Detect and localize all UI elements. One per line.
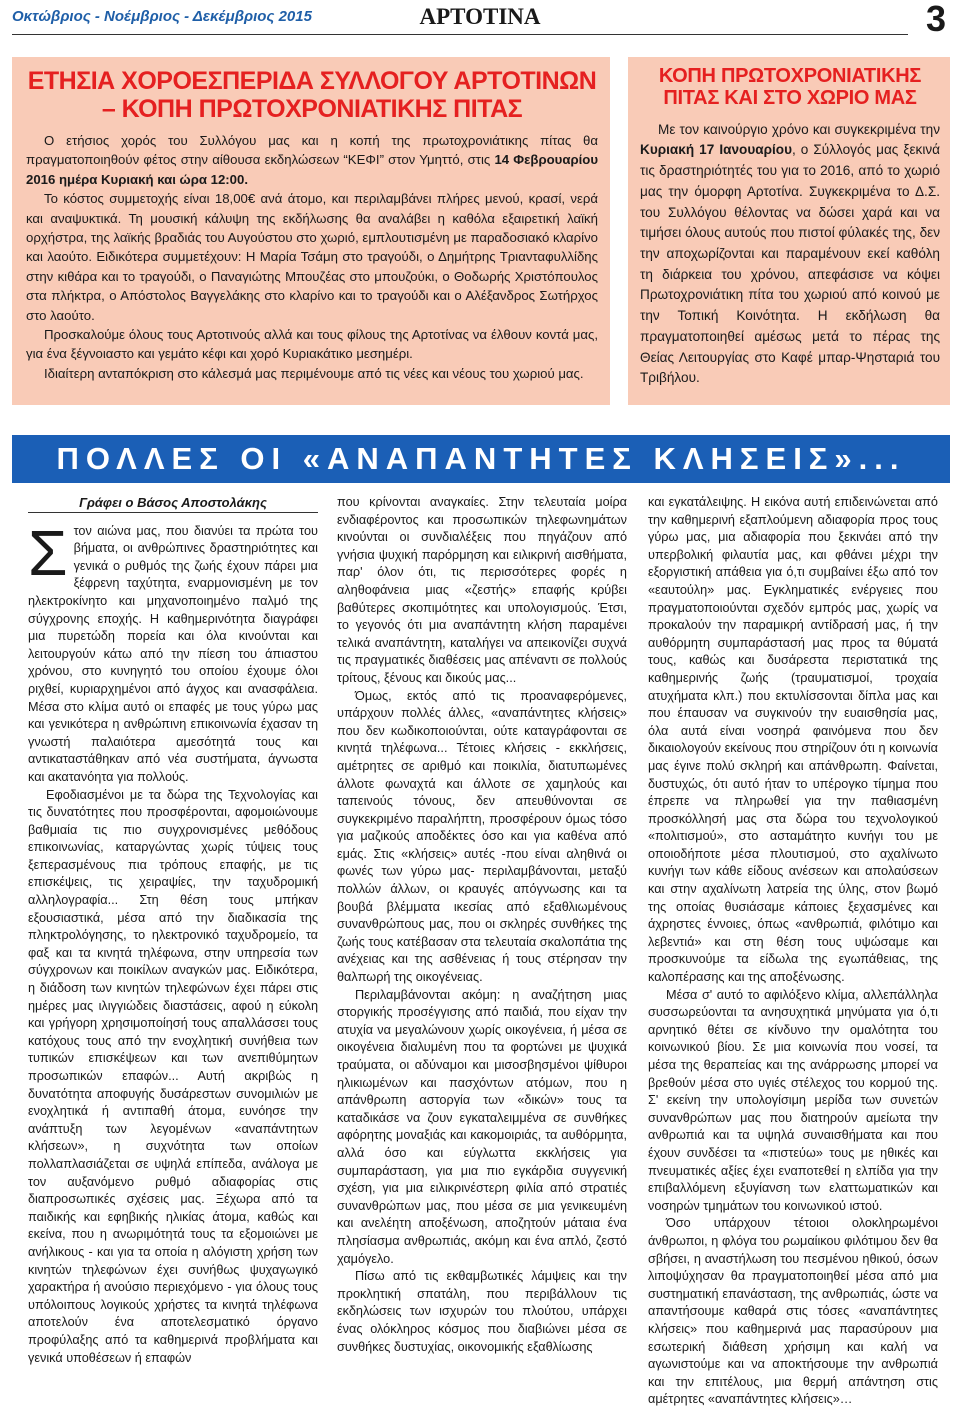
header-rule [12, 34, 908, 35]
dance-event-text: Ο ετήσιος χορός του Συλλόγου μας και η κοπή της πρωτοχρονιάτικης πίτας θα πραγματοποιηθούν φέτος στην αίθουσα εκδηλώσεων “ΚΕΦΙ” στον Υμηττό, στις [26, 133, 598, 168]
article-paragraph: Περιλαμβάνονται ακόμη: η αναζήτηση μιας στοργικής προσέγγισης από παιδιά, που είχαν την ατυχία να μεγαλώνουν χωρίς οικογένεια, ή μέσα σε οικογένεια διαλυμένη που τα φορτώνει με ψυχικά τραύματα, οι αδύναμοι και μισοσβησμένοι ψίθυροι ηλικιωμένων και πασχόντων ατόμων, που η απάνθρωπη αστοργία των «δικών» τους τα καταδικάσε να ζουν εγκαταλειμμένα σε συνθήκες αφόρητης μοναξιάς και κακομοιριάς, τα αυθόρμητα, αλλά όσο και εύγλωττα εκκλήσεις για συμπαράσταση, για μια πιο εγκάρδια συγγενική σχέση, για μια ειλικρινέστερη φιλία από στρατιές συνανθρώπων μας, που μέσα σε μια γενικευμένη και ανελέητη αποξένωση, αποζητούν μάταια ένα πλησίασμα ανθρωπιάς, ακόμη και ένα απλό, ζεστό χαμόγελο. [337, 987, 627, 1266]
newspaper-name: ΑΡΤΟΤΙΝΑ [419, 4, 541, 29]
dance-event-invitation: Προσκαλούμε όλους τους Αρτοτινούς αλλά και τους φίλους της Αρτοτίνας να έλθουν κοντά μας, για ένα ξέγνοιαστο και γεμάτο κέφι και χορό Κυριακάτικο μεσημέρι. [26, 327, 598, 362]
article-paragraph: Μέσα σ' αυτό το αφιλόξενο κλίμα, αλλεπάλληλα συσσωρεύονται τα ανησυχητικά μηνύματα για ό,τι αρνητικό θέτει σε κίνδυνο την ομαλότητα του κοινωνικού βίου. Σε μια κοινωνία που νοσεί, τα μέσα της θεραπείας και της ανάρρωσης μπορεί να βρεθούν μέσα στο υγιές στέλεχος του κορμού της. Σ' εκείνη την υπολογίσιμη μερίδα των συνετών συνανθρώπων μας που διατηρούν αμείωτα την ανθρωπιά και τα υψηλά συναισθήματα και που έχουν συνδέσει τα «πιστεύω» τους με ηθικές και πνευματικές αξίες έχει εναποτεθεί η ελπίδα για την επιβαλλόμενη εξυγίανση των ελαττωματικών και νοσηρών τμημάτων του κοινωνικού ιστού. [648, 987, 938, 1213]
village-pie-title-line1: ΚΟΠΗ ΠΡΩΤΟΧΡΟΝΙΑΤΙΚΗΣ [658, 65, 922, 87]
page-number: 3 [925, 0, 946, 39]
village-pie-date: Κυριακή 17 Ιανουαρίου [640, 142, 792, 158]
article-banner: ΠΟΛΛΕΣ ΟΙ «ΑΝΑΠΑΝΤΗΤΕΣ ΚΛΗΣΕΙΣ»... [12, 435, 950, 483]
issue-date: Οκτώβριος - Νοέμβριος - Δεκέμβριος 2015 [12, 8, 312, 25]
article-paragraph: Πίσω από τις εκθαμβωτικές λάμψεις και την προκλητική σπατάλη, που περιβάλλουν τις εκδηλώσεις των ισχυρών του πλούτου, υπάρχει ένας ολόκληρος κόσμος που διαβιώνει μέσα σε συνθήκες δυστυχίας, οικονομικής εξαθλίωσης [337, 1269, 627, 1354]
masthead [12, 0, 948, 39]
article-paragraph: Εφοδιασμένοι με τα δώρα της Τεχνολογίας και τις δυνατότητες που προσφέρονται, αφομοιώνουμε βαθμιαία τις πιο συγχρονισμένες μεθόδους επικοινωνίας, καταργώντας χωρίς τύψεις τους ξεπερασμένους πια τρόπους επαφής, με τις επισκέψεις, τις χειραψίες, την ταχυδρομική αλληλογραφία... Στη θέση τους μπήκαν εξουσιαστικά, μέσα από την διαδικασία της πληκτρολόγησης, το ηλεκτρονικό ταχυδρομείο, τα φαξ και τα κινητά τηλέφωνα, στην υπηρεσία των σύγχρονων και ποικίλων αναγκών μας. Ειδικότερα, η διάδοση των κινητών τηλεφώνων έχει πάρει στις ημέρες μας ιλιγγιώδεις διαστάσεις, αφού η εύκολη και γρήγορη χρησιμοποίησή τους απαλλάσσει τους κατόχους τους από την ενοχλητική συνήθεια των τυπικών επισκέψεων και των ανεπιθύμητων προσωπικών επαφών... Αυτή ακριβώς η δυνατότητα αποφυγής δυσάρεστων συνομιλιών με ενοχλητικά ή αντιπαθή άτομα, ευνόησε την ανάπτυξη των λεγομένων «αναπάντητων κλήσεων», η συχνότητα των οποίων πολλαπλασιάζεται σε υψηλά επίπεδα, ανάλογα με τον αυξανόμενο ρυθμό αδιαφορίας στις διαπροσωπικές σχέσεις μας. Ξέχωρα από τα παιδικής και εφηβικής ηλικίας άτομα, καθώς και εκείνα, που η ανωριμότητά τους τα εξομοιώνει με ανήλικους - και για τα οποία η αλόγιστη χρήση των κινητών τηλεφώνων έχει συνήθως ψυχαγωγικό χαρακτήρα ή ανούσιο περιεχόμενο - για όλους τους υπόλοιπους λογικούς χρήστες τα κινητά τηλέφωνα αποτελούν ένα αποτελεσματικό όργανο προφύλαξης από τα καθημερινά προβλήματα και γενικά υποθέσεων ή επαφών [28, 787, 318, 1365]
article-column-1 [28, 494, 318, 1367]
village-pie-paragraph [640, 120, 940, 389]
article-intro-text: τον αιώνα μας, που διανύει τα πρώτα του βήματα, οι ανθρώπινες δραστηριότητες και γενικά ο ρυθμός της ζωής έχουν πάρει μια ξέφρενη ταχύτητα, εναρμονισμένη με τον ηλεκτροκίνητο και μηχανοποιημένο παλμό της σύγχρονης εποχής. Η καθημερινότητα διαγράφει μια πυρετώδη πορεία και όλα κινούνται και λειτουργούν κάτω από την πίεση του άπιαστου χρόνου, στο κυνηγητό του οποίου έχουμε όλοι ριχθεί, κυριαρχημένοι από άγχος και ανασφάλεια. Μέσα στο κλίμα αυτό οι επαφές με τους γύρω μας και γενικότερα η ανθρώπινη επικοινωνία έχασαν τη γνωστή παλαιότερα αμεσότητά τους και αντικαταστάθηκαν από νέα συστήματα, άγνωστα και ακατανόητα για πολλούς. [28, 523, 318, 784]
dance-event-paragraph [26, 131, 598, 189]
byline-rule [28, 512, 318, 513]
village-pie-title [640, 65, 940, 110]
dance-event-details: Το κόστος συμμετοχής είναι 18,00€ ανά άτομο, και περιλαμβάνει πλήρες μενού, κρασί, νερά και αναψυκτικά. Τη μουσική κάλυψη της εκδήλωσης θα αναλάβει η καθόλα εξαιρετική λαϊκή ορχήστρα, της λαϊκής βραδιάς του Αυγούστου στο χωριό, εμπλουτισμένη με παραδοσιακό κλαρίνο και λαούτο. Ειδικότερα συμμετέχουν: Η Μαρία Τσάμη στο τραγούδι, ο Δημήτρης Τριανταφυλλίδης στην κιθάρα και το τραγούδι, ο Παναγιώτης Μπουζέας στο μπουζούκι, ο Θοδωρής Χριστόπουλος στα πλήκτρα, ο Απόστολος Βαγγελάκης στο κλαρίνο και το τραγούδι και ο Αλέξανδρος Σωτήρχος στο λαούτο. [26, 191, 598, 323]
village-pie-title-line2: ΠΙΤΑΣ ΚΑΙ ΣΤΟ ΧΩΡΙΟ ΜΑΣ [663, 87, 917, 110]
dance-event-title-line2: – ΚΟΠΗ ΠΡΩΤΟΧΡΟΝΙΑΤΙΚΗΣ ΠΙΤΑΣ [101, 95, 523, 123]
dance-event-title [26, 67, 598, 123]
article-column-3 [648, 494, 938, 1409]
dance-event-title-line1: ΕΤΗΣΙΑ ΧΟΡΟΕΣΠΕΡΙΔΑ ΣΥΛΛΟΓΟΥ ΑΡΤΟΤΙΝΩΝ [27, 67, 597, 95]
drop-cap: Σ [28, 516, 68, 589]
article-paragraph: και εγκατάλειψης. Η εικόνα αυτή επιδεινώνεται από την καθημερινή εξαπλούμενη αδιαφορία προς τους γύρω μας, μια αδιαφορία που ξεκινάει από την υπερβολική φιλαυτία μας, και φθάνει μέχρι την εξοργιστική απάθεια για ό,τι συμβαίνει έξω από τον «εαυτούλη» μας. Εγκληματικές ενέργειες που πραγματοποιούνται σχεδόν εμπρός μας, χωρίς να προκαλούν την παραμικρή αντίδρασή μας, ή την αυθόρμητη συμπαράστασή μας προς τα θύματά τους, καθώς και δυσάρεστα περιστατικά της καθημερινής ζωής (τραυματισμοί, τροχαία ατυχήματα κλπ.) που εκτυλίσσονται δίπλα μας και που έπαυσαν να συγκινούν την ευαισθησία μας, όλα αυτά είναι νοσηρά φαινόμενα που δεν δικαιολογούν εκείνους που στηρίζουν ότι η κοινωνία μας έγινε πολύ σκληρή και απάνθρωπη. Φαίνεται, δυστυχώς, ότι αυτό ήταν το υπέρογκο τίμημα που έπρεπε να πληρωθεί για την παθιασμένη προσκόλλησή μας στα δώρα του τεχνολογικού «πολιτισμού», στο ασταμάτητο κυνήγι του με οποιοδήποτε μέσα πλουτισμού, στο αχαλίνωτο κυνήγι των κάθε είδους ανέσεων και απολαύσεων και στην αχαλίνωτη λατρεία της ύλης, στον βωμό της οποίας θυσιάσαμε κάποιες ξεχασμένες και άχρηστες έννοιες, όπως «ανθρωπιά, φιλότιμο και λεβεντιά» και στη θέση τους υψώσαμε και προσκυνούμε τα είδωλα της εγωπάθειας, της καλοπέρασης και της αποξένωσης. [648, 495, 938, 985]
dance-event-box [12, 57, 610, 405]
article-paragraph: Όμως, εκτός από τις προαναφερόμενες, υπάρχουν πολλές άλλες, «αναπάντητες κλήσεις» που δεν κωδικοποιούνται, ούτε καταγράφονται σε κινητά τηλέφωνα... Τέτοιες κλήσεις - εκκλήσεις, αμέτρητες σε αριθμό και ποικιλία, διατυπωμένες άλλοτε φωναχτά και άλλοτε σε χαμηλούς και ταπεινούς τόνους, δεν απευθύνονται σε συγκεκριμένο παραλήπτη, προσφέρουν όμως τόσο για μαζικούς αποδέκτες όσο και για καθένα από εμάς. Στις «κλήσεις» αυτές -που είναι αληθινά οι φωνές των γύρω μας- περιλαμβάνονται, μεταξύ πολλών άλλων, οι κραυγές απόγνωσης και τα βουβά βλέμματα ικεσίας από εξαθλιωμένους συνανθρώπους μας, που οι σκληρές συνθήκες της ζωής τους κατέβασαν στα τελευταία σκαλοπάτια της ανέχειας και της ασθένειας ή τους στέρησαν την θαλπωρή της οικογένειας. [337, 688, 627, 985]
article-paragraph: Όσο υπάρχουν τέτοιοι ολοκληρωμένοι άνθρωποι, η φλόγα του ρωμαίικου φιλότιμου δεν θα σβήσει, η αναστήλωση του πεσμένου ηθικού, όσων λιποψύχησαν θα πραγματοποιηθεί μέσα από μια συστηματική επανάσταση, της ανθρωπιάς, ώστε να απαντήσουμε καθαρά στις τόσες «αναπάντητες κλήσεις» που καθημερινά μας παρασύρουν μια εσωτερική διάθεση χρήσιμη και καλή να αγωνιστούμε και να αποκτήσουμε την ανθρωπιά και την επιτέλους, μια θερμή απάντηση στις αμέτρητες «αναπάντητες κλήσεις»… [648, 1216, 938, 1407]
village-pie-box [628, 57, 950, 405]
village-pie-text-a: Με τον καινούργιο χρόνο και συγκεκριμένα την [658, 121, 940, 137]
dance-event-youth-call: Ιδιαίτερη ανταπόκριση στο κάλεσμά μας περιμένουμε από τις νέες και νέους του χωριού μας. [44, 365, 584, 381]
article-byline: Γράφει ο Βάσος Αποστολάκης [79, 495, 267, 510]
article-paragraph [28, 516, 318, 787]
village-pie-text-b: , ο Σύλλογός μας ξεκινά τις δραστηριότητές του για το 2016, από το χωριό μας την όμορφη Αρτοτίνα. Συγκεκριμένα το Δ.Σ. του Συλλόγου θέλοντας να δώσει χαρά και να τιμήσει όλους αυτούς που πιστοί φύλακές της, δεν την αποχωρίζονται και παραμένουν εκεί καθόλη τη διάρκεια του χρόνου, απεφάσισε να κόψει Πρωτοχρονιάτικη πίτα του χωριού από κοινού με την Τοπική Κοινότητα. Η εκδήλωση θα πραγματοποιηθεί αμέσως μετά το πέρας της Θείας Λειτουργίας στο Καφέ μπαρ-Ψησταριά του Τριβήλου. [640, 142, 940, 386]
dance-event-date: 14 Φεβρουαρίου 2016 ημέρα Κυριακή και ώρα 12:00. [26, 152, 598, 187]
article-column-2 [337, 494, 627, 1356]
article-paragraph: που κρίνονται αναγκαίες. Στην τελευταία μοίρα ενδιαφέροντος και προσωπικών τηλεφωνημάτων κινούνται οι συνδιαλέξεις που πηγάζουν από γνήσια ψυχική παρόρμηση και ειλικρινή αισθήματα, παρ' όλον ότι, τις περισσότερες φορές η αληθοφάνεια μιας «ζεστής» επαφής κρύβει βαθύτερες σκοπιμότητες και υπολογισμούς. Έτσι, το γεγονός ότι μια αναπάντητη κλήση παραμένει τελικά αναπάντητη, καταλήγει να απεικονίζει συχνά τις πραγματικές διαθέσεις μας απέναντι σε πολλούς τρίτους, ξένους και δικούς μας... [337, 495, 627, 685]
